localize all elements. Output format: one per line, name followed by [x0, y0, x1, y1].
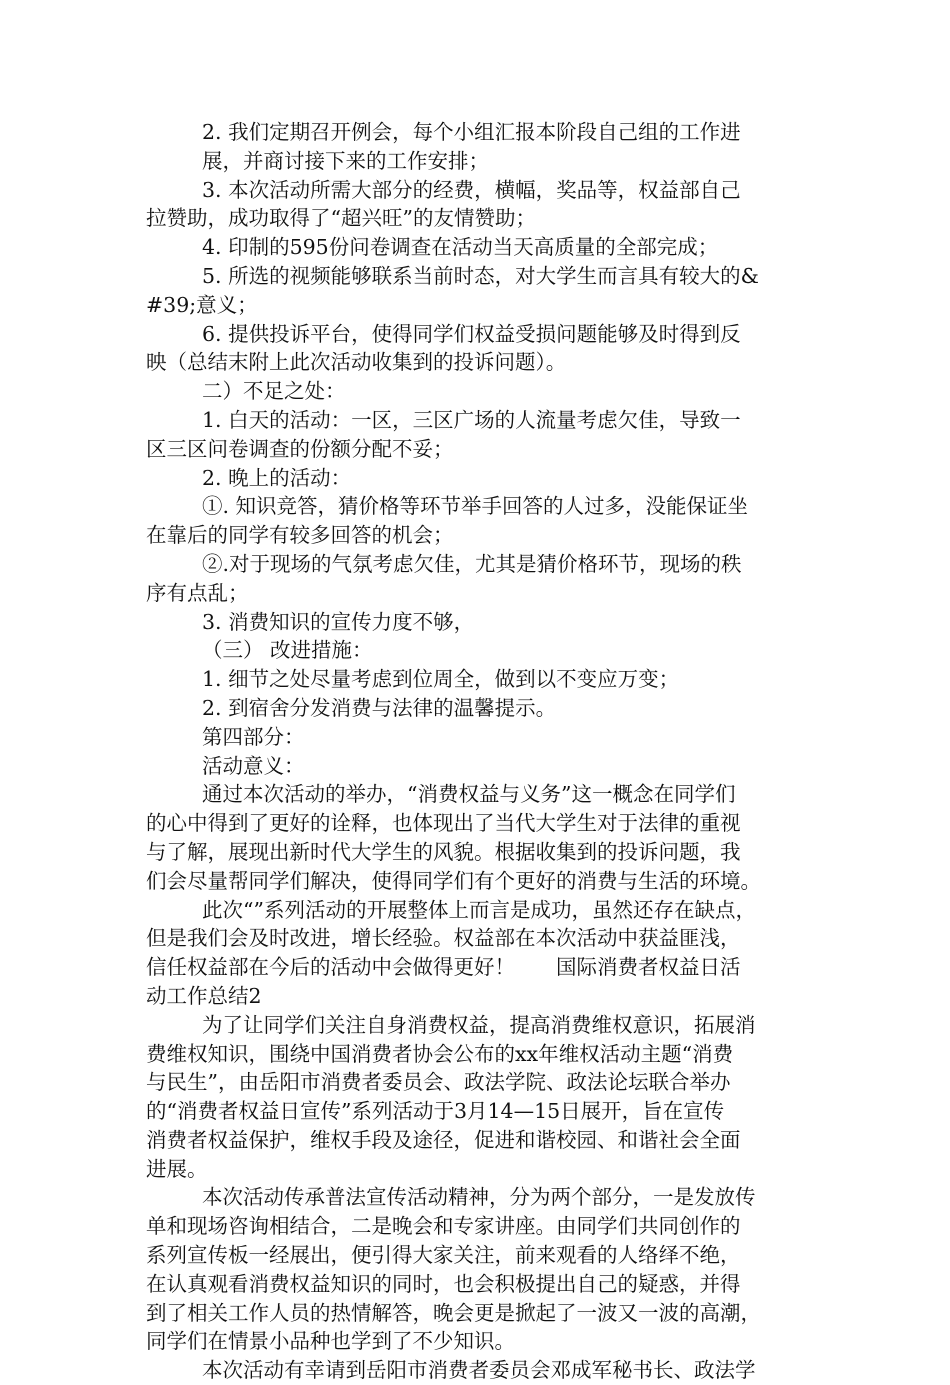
- text-line: 6. 提供投诉平台，使得同学们权益受损问题能够及时得到反: [202, 321, 741, 346]
- text-line: 4. 印制的595份问卷调查在活动当天高质量的全部完成；: [202, 235, 719, 260]
- text-line: （三） 改进措施：: [202, 638, 373, 663]
- text-line: 信任权益部在今后的活动中会做得更好！ 国际消费者权益日活: [146, 955, 741, 980]
- text-line: 同学们在情景小品种也学到了不少知识。: [146, 1329, 515, 1354]
- text-line: ②.对于现场的气氛考虑欠佳，尤其是猜价格环节，现场的秩: [202, 551, 742, 576]
- text-line: 3. 消费知识的宣传力度不够，: [202, 609, 475, 634]
- text-line: 2. 晚上的活动：: [202, 465, 352, 490]
- text-line: 此次“”系列活动的开展整体上而言是成功，虽然还存在缺点，: [202, 897, 756, 922]
- text-line: 2. 我们定期召开例会，每个小组汇报本阶段自己组的工作进: [202, 120, 741, 144]
- text-line: 进展。: [146, 1156, 208, 1181]
- text-line: 单和现场咨询相结合，二是晚会和专家讲座。由同学们共同创作的: [146, 1214, 741, 1239]
- text-line: 在靠后的同学有较多回答的机会；: [146, 523, 454, 548]
- text-line: 1. 细节之处尽量考虑到位周全，做到以不变应万变；: [202, 667, 680, 692]
- text-line: 系列宣传板一经展出，便引得大家关注，前来观看的人络绎不绝，: [146, 1243, 741, 1268]
- text-line: 与民生”，由岳阳市消费者委员会、政法学院、政法论坛联合举办: [146, 1070, 731, 1095]
- text-line: 映（总结末附上此次活动收集到的投诉问题）。: [146, 350, 567, 375]
- text-line: 活动意义：: [202, 753, 305, 778]
- text-line: 与了解，展现出新时代大学生的风貌。根据收集到的投诉问题，我: [146, 839, 741, 864]
- text-line: 本次活动传承普法宣传活动精神，分为两个部分，一是发放传: [202, 1185, 756, 1210]
- text-line: 本次活动有幸请到岳阳市消费者委员会邓成军秘书长、政法学: [202, 1358, 756, 1383]
- text-line: 通过本次活动的举办，“消费权益与义务”这一概念在同学们: [202, 782, 736, 807]
- text-line: 动工作总结2: [146, 983, 262, 1008]
- text-line: 为了让同学们关注自身消费权益，提高消费维权意识，拓展消: [202, 1012, 756, 1037]
- text-line: ①. 知识竞答，猜价格等环节举手回答的人过多，没能保证坐: [202, 494, 749, 519]
- text-line: 们会尽量帮同学们解决，使得同学们有个更好的消费与生活的环境。: [146, 868, 761, 893]
- text-line: 2. 到宿舍分发消费与法律的温馨提示。: [202, 695, 557, 720]
- text-line: 的“消费者权益日宣传”系列活动于3月14—15日展开，旨在宣传: [146, 1099, 725, 1124]
- text-line: 3. 本次活动所需大部分的经费，横幅，奖品等，权益部自己: [202, 177, 741, 202]
- text-line: 消费者权益保护，维权手段及途径，促进和谐校园、和谐社会全面: [146, 1127, 741, 1152]
- text-line: 第四部分：: [202, 724, 305, 749]
- text-line: 1. 白天的活动：一区，三区广场的人流量考虑欠佳，导致一: [202, 407, 741, 432]
- text-line: #39;意义；: [146, 292, 258, 317]
- text-line: 费维权知识，围绕中国消费者协会公布的xx年维权活动主题“消费: [146, 1041, 734, 1066]
- text-line: 拉赞助，成功取得了“超兴旺”的友情赞助；: [146, 206, 536, 231]
- text-line: 的心中得到了更好的诠释，也体现出了当代大学生对于法律的重视: [146, 811, 741, 836]
- text-line: 5. 所选的视频能够联系当前时态，对大学生而言具有较大的&: [202, 263, 759, 288]
- body-text: [146, 118, 816, 1385]
- text-line: 二）不足之处：: [202, 379, 346, 404]
- text-line: 在认真观看消费权益知识的同时，也会积极提出自己的疑惑，并得: [146, 1271, 741, 1296]
- text-line: 到了相关工作人员的热情解答，晚会更是掀起了一波又一波的高潮，: [146, 1300, 761, 1325]
- text-line: 区三区问卷调查的份额分配不妥；: [146, 436, 454, 461]
- text-line: 序有点乱；: [146, 580, 249, 605]
- text-line: 展，并商讨接下来的工作安排；: [202, 148, 489, 173]
- text-line: 但是我们会及时改进，增长经验。权益部在本次活动中获益匪浅，: [146, 926, 741, 951]
